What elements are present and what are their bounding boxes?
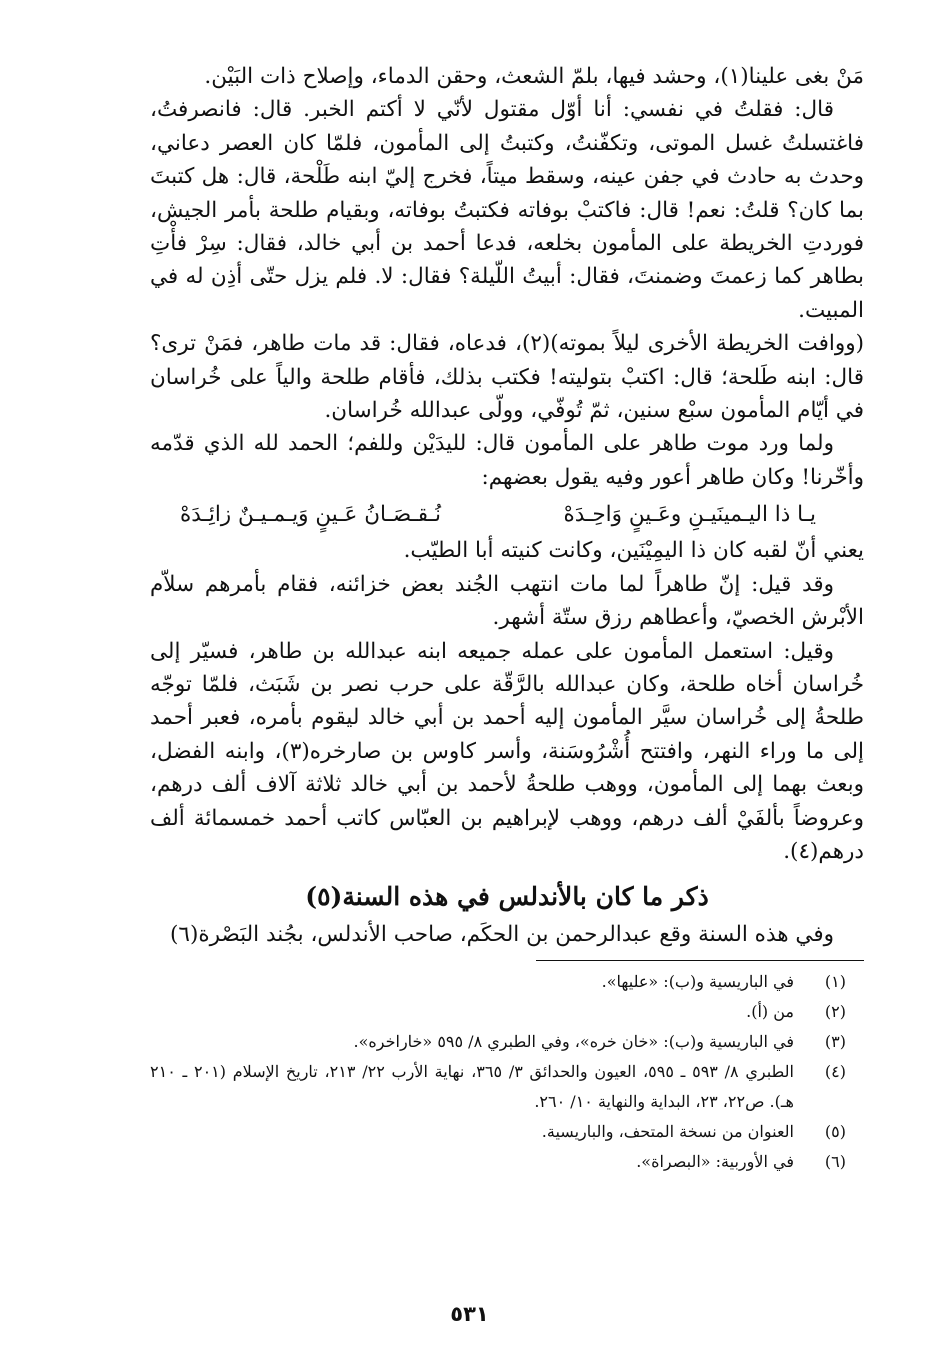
page-number: ٥٣١ (450, 1302, 489, 1326)
footnote (150, 967, 864, 997)
paragraph-8: وفي هذه السنة وقع عبدالرحمن بن الحكَم، صاحب الأندلس، بجُند البَصْرة(٦) (170, 922, 834, 948)
footnote-text: في الباريسية و(ب): «خان خره»، وفي الطبري ٨/ ٥٩٥ «خاراخره». (353, 1031, 794, 1051)
footnote-text: في الباريسية و(ب): «عليها». (601, 971, 794, 991)
footnote-text: الطبري ٨/ ٥٩٣ ـ ٥٩٥، العيون والحدائق ٣/ ٣٦٥، نهاية الأرب ٢٢/ ٢١٣، تاريخ الإسلام (٢٠١ ـ ٢١٠ هـ). ص٢٢، ٢٣، البداية والنهاية ١٠/ ٢٦٠. (150, 1061, 794, 1111)
paragraph-3: (ووافت الخريطة الأخرى ليلاً بموته)(٢)، فدعاه، فقال: قد مات طاهر، فمَنْ ترى؟ قال: ابنه طَلحة؛ قال: اكتبْ بتوليته! فكتب بذلك، فأقام طلحة والياً على خُراسان في أيّام المأمون سبْع سنين، ثمّ تُوفّي، وولّى عبدالله خُراسان. (150, 331, 864, 424)
main-text (150, 60, 864, 494)
footnote (150, 1117, 864, 1147)
main-text-continued (150, 534, 864, 868)
footnote-number: (٥) (824, 1121, 846, 1141)
page-content (150, 60, 864, 1177)
verse-first-hemistich: يـا ذا اليـمينَيـنِ وعَـينٍ وَاحِـدَهْ (563, 502, 816, 528)
footnote (150, 1057, 864, 1117)
footnote (150, 1147, 864, 1177)
footnote-text: العنوان من نسخة المتحف، والباريسية. (541, 1121, 794, 1141)
footnote-divider (536, 960, 864, 961)
poetry-verse (150, 494, 864, 534)
section-heading: ذكر ما كان بالأندلس في هذه السنة(٥) (305, 882, 709, 912)
footnote (150, 1027, 864, 1057)
section-text (150, 918, 864, 951)
verse-second-hemistich: نُـقـصَـانُ عَـينٍ وَيـمـيـنٌ زائِـدَهْ (180, 502, 441, 528)
footnote (150, 997, 864, 1027)
footnote-number: (٢) (824, 1001, 846, 1021)
paragraph-4: ولما ورد موت طاهر على المأمون قال: لليدَيْن وللفم؛ الحمد لله الذي قدّمه وأخّرنا! وكان طاهر أعور وفيه يقول بعضهم: (150, 431, 864, 490)
footnote-text: في الأوربية: «البصراة». (636, 1151, 794, 1171)
paragraph-7: وقيل: استعمل المأمون على عمله جميعه ابنه عبدالله بن طاهر، فسيّر إلى خُراسان أخاه طلحة، وكان عبدالله بالرَّقّة على حرب نصر بن شَبَث، فلمّا توجّه طلحةُ إلى خُراسان سيَّر المأمون إليه أحمد بن أبي خالد ليقوم بأمره، فعبر أحمد إلى ما وراء النهر، وافتتح أُشْرُوسَنة، وأسر كاوس بن صارخره(٣)، وابنه الفضل، وبعث بهما إلى المأمون، ووهب طلحةُ لأحمد بن أبي خالد ثلاثة آلاف ألف درهم، وعروضاً بألفَيْ ألف درهم، ووهب لإبراهيم بن العبّاس كاتب أحمد خمسمائة ألف درهم(٤). (150, 638, 864, 864)
footnote-number: (٤) (824, 1061, 846, 1081)
footnote-number: (٦) (824, 1151, 846, 1171)
footnote-text: من (أ). (746, 1001, 794, 1021)
paragraph-1: مَنْ بغى علينا(١)، وحشد فيها، بلمّ الشعث، وحقن الدماء، وإصلاح ذات البَيْن. (204, 64, 864, 89)
paragraph-6: وقد قيل: إنّ طاهراً لما مات انتهب الجُند بعض خزائنه، فقام بأمرهم سلاّم الأبْرش الخصيّ، وأعطاهم رزق ستّة أشهر. (150, 571, 864, 631)
footnote-number: (١) (824, 971, 846, 991)
footnotes (150, 967, 864, 1177)
paragraph-2: قال: فقلتُ في نفسي: أنا أوّل مقتول لأنّي لا أكتم الخبر. قال: فانصرفتُ، فاغتسلتُ غسل الموتى، وتكفّنتُ، وكتبتُ إلى المأمون، فلمّا كان العصر دعاني، وحدث به حادث في جفن عينه، وسقط ميتاً، فخرج إليّ ابنه طَلْحة، قال: هل كتبتَ بما كان؟ قلتُ: نعم! قال: فاكتبْ بوفاته فكتبتُ بوفاته، وبقيام طلحة بأمر الجيش، فوردتِ الخريطة على المأمون بخلعه، فدعا أحمد بن أبي خالد، فقال: سِرْ فأْتِ بطاهر كما زعمتَ وضمنتَ، فقال: أبيتُ اللّيلة؟ فقال: لا. فلم يزل حتّى أذِن له في المبيت. (150, 97, 864, 323)
paragraph-5: يعني أنّ لقبه كان ذا اليمِيْنَين، وكانت كنيته أبا الطيّب. (403, 538, 864, 564)
footnote-number: (٣) (824, 1031, 846, 1051)
